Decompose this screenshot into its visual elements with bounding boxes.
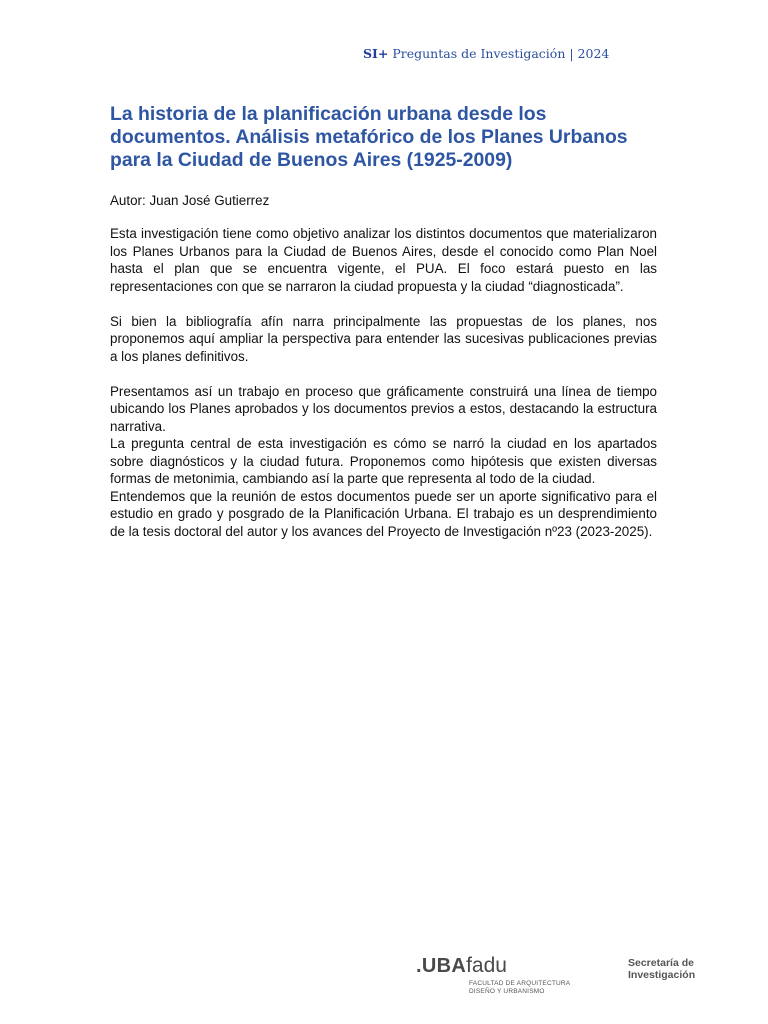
header-text: Preguntas de Investigación | 2024 bbox=[392, 46, 610, 61]
logo-fadu: fadu bbox=[466, 954, 507, 977]
logo-wordmark bbox=[416, 955, 570, 977]
paragraph: Si bien la bibliografía afín narra principalmente las propuestas de los planes, nos proponemos aquí ampliar la perspectiva para entender las sucesivas publicaciones previas a los planes definitivos. bbox=[110, 313, 657, 364]
logo-uba: .UBA bbox=[416, 955, 467, 977]
paragraph: La pregunta central de esta investigación es cómo se narró la ciudad en los apartados sobre diagnósticos y la ciudad futura. Proponemos como hipótesis que existen diversas formas de metonimia, cambiando así la parte que representa al todo de la ciudad. bbox=[110, 436, 657, 486]
page-header bbox=[0, 46, 768, 61]
logo-subtitle bbox=[469, 980, 570, 996]
document-title: La historia de la planificación urbana desde los documentos. Análisis metafórico de los Planes Urbanos para la Ciudad de Buenos Aires (1925-2009) bbox=[110, 103, 628, 171]
uba-fadu-logo bbox=[416, 955, 570, 996]
paragraph: Esta investigación tiene como objetivo analizar los distintos documentos que materializaron los Planes Urbanos para la Ciudad de Buenos Aires, desde el conocido como Plan Noel hasta el plan que se encuentra vigente, el PUA. El foco estará puesto en las representaciones con que se narraron la ciudad propuesta y la ciudad “diagnosticada”. bbox=[110, 226, 657, 294]
paragraph: Presentamos así un trabajo en proceso que gráficamente construirá una línea de tiempo ubicando los Planes aprobados y los documentos previos a estos, destacando la estructura narrativa. bbox=[110, 383, 657, 434]
paragraph: Entendemos que la reunión de estos documentos puede ser un aporte significativo para el estudio en grado y posgrado de la Planificación Urbana. El trabajo es un desprendimiento de la tesis doctoral del autor y los avances del Proyecto de Investigación nº23 (2023-2025). bbox=[110, 488, 657, 539]
document-author: Autor: Juan José Gutierrez bbox=[110, 193, 270, 208]
logo-subtitle-line-1: FACULTAD DE ARQUITECTURA bbox=[469, 980, 571, 987]
logo-subtitle-line-2: DISEÑO Y URBANISMO bbox=[469, 988, 545, 995]
secretaria-line-2: Investigación bbox=[628, 968, 696, 981]
document-body bbox=[110, 225, 657, 540]
header-brand: SI+ bbox=[363, 46, 389, 61]
secretaria-logo bbox=[628, 958, 695, 981]
secretaria-line-1: Secretaría de bbox=[628, 957, 694, 969]
